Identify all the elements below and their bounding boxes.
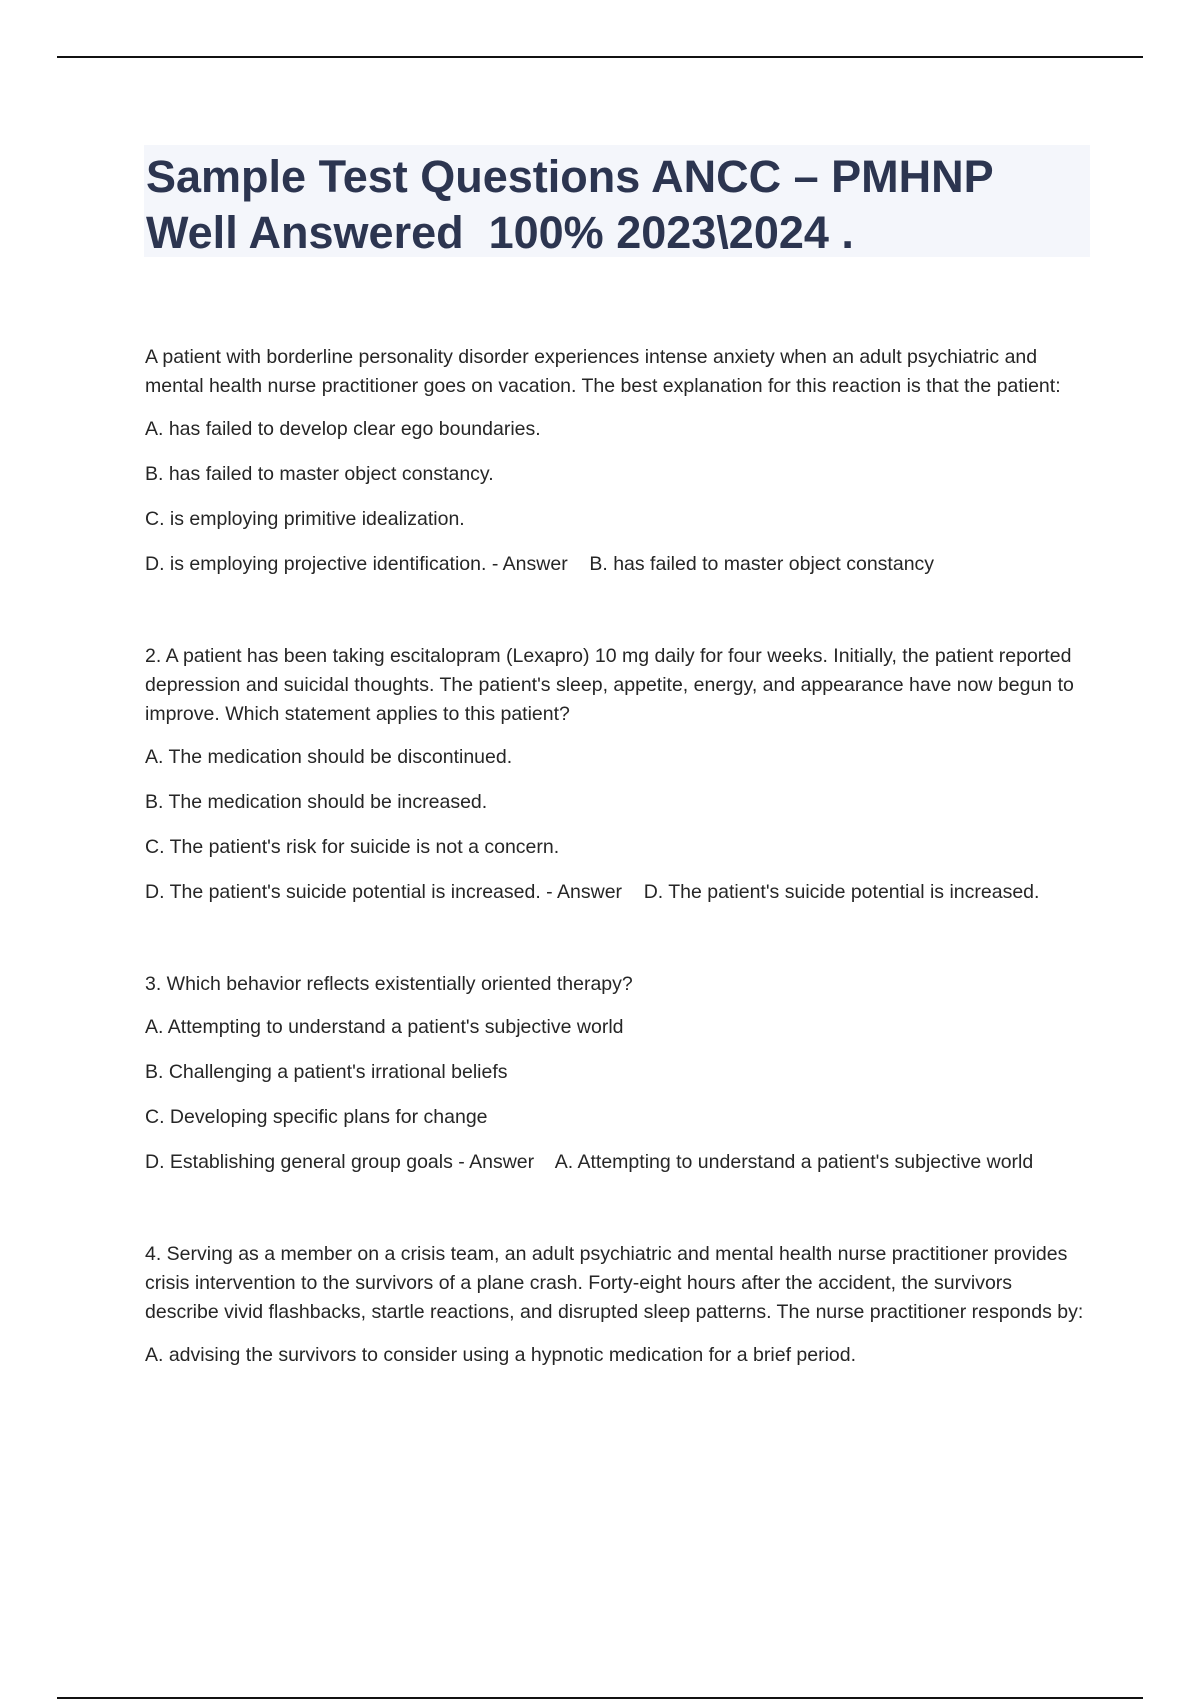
question-1 [145,343,1090,579]
header-rule [57,56,1143,58]
question-stem: A patient with borderline personality disorder experiences intense anxiety when an adult psychiatric and mental health nurse practitioner goes on vacation. The best explanation for this reaction is that the patient: [145,346,1061,397]
question-stem: 2. A patient has been taking escitalopram (Lexapro) 10 mg daily for four weeks. Initially, the patient reported depression and suicidal thoughts. The patient's sleep, appetite, energy, and appearance have now begun to improve. Which statement applies to this patient? [145,645,1074,725]
question-3 [145,970,1090,1177]
answer-option-a: A. advising the survivors to consider using a hypnotic medication for a brief period. [145,1344,857,1366]
answer-option-c: C. is employing primitive idealization. [145,508,465,530]
answer-option-d: D. Establishing general group goals - Answer A. Attempting to understand a patient's subjective world [145,1151,1034,1173]
answer-option-d: D. is employing projective identification. - Answer B. has failed to master object constancy [145,553,935,575]
question-list [145,343,1090,1370]
answer-option-d: D. The patient's suicide potential is increased. - Answer D. The patient's suicide potential is increased. [145,881,1040,903]
question-4 [145,1240,1090,1370]
answer-option-b: B. Challenging a patient's irrational beliefs [145,1061,508,1083]
question-stem: 4. Serving as a member on a crisis team, an adult psychiatric and mental health nurse practitioner provides crisis intervention to the survivors of a plane crash. Forty-eight hours after the accident, the survivors describe vivid flashbacks, startle reactions, and disrupted sleep patterns. The nurse practitioner responds by: [145,1243,1084,1323]
question-stem: 3. Which behavior reflects existentially oriented therapy? [145,973,633,995]
answer-option-b: B. has failed to master object constancy. [145,463,494,485]
document-title [144,145,1090,257]
answer-option-a: A. has failed to develop clear ego boundaries. [145,418,541,440]
answer-option-c: C. The patient's risk for suicide is not a concern. [145,836,560,858]
question-2 [145,642,1090,907]
answer-option-a: A. Attempting to understand a patient's subjective world [145,1016,624,1038]
answer-option-a: A. The medication should be discontinued. [145,746,513,768]
answer-option-b: B. The medication should be increased. [145,791,488,813]
answer-option-c: C. Developing specific plans for change [145,1106,488,1128]
title-line-1: Sample Test Questions ANCC – PMHNP [146,151,994,202]
title-line-2: Well Answered 100% 2023\2024 . [146,207,854,258]
footer-rule [57,1697,1143,1699]
